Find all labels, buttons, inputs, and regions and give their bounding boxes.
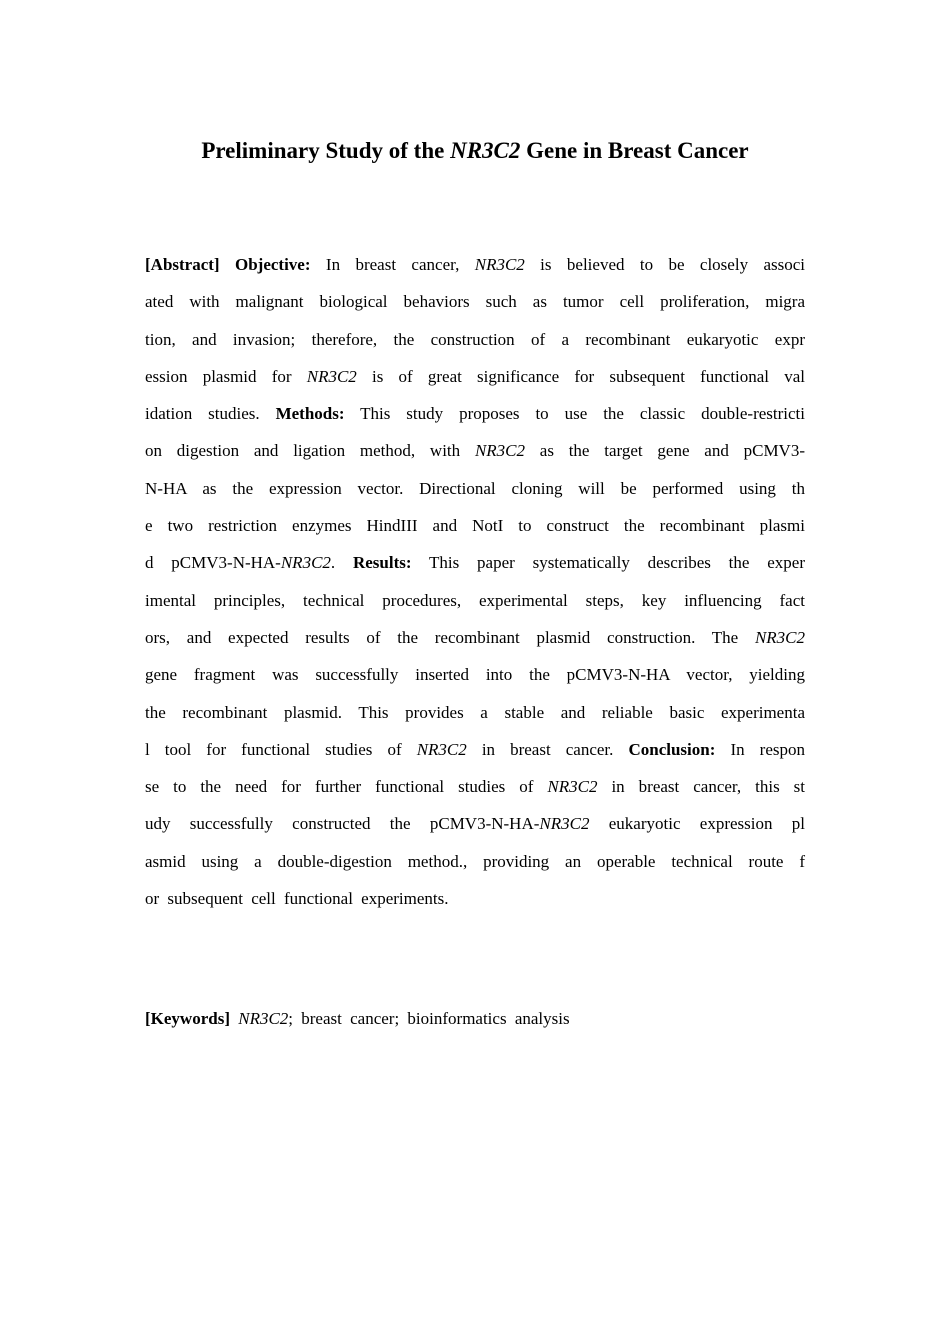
- abstract-text: In respon: [715, 739, 805, 759]
- abstract-text: ession plasmid for: [145, 366, 307, 386]
- abstract-text: the recombinant plasmid. This provides a stable and reliable basic experimenta: [145, 702, 805, 722]
- abstract-text: se to the need for further functional studies of: [145, 777, 548, 797]
- abstract-text: .: [330, 553, 353, 573]
- abstract-bold-label: Conclusion:: [628, 739, 716, 759]
- abstract-text: gene fragment was successfully inserted into the pCMV3-N-HA vector, yielding: [145, 665, 805, 685]
- abstract-gene-name: NR3C2: [474, 441, 525, 461]
- abstract-bold-label: Objective:: [234, 255, 311, 274]
- abstract-gene-name: NR3C2: [539, 814, 590, 834]
- abstract-line: [145, 619, 805, 656]
- abstract-bold-label: Methods:: [275, 404, 345, 424]
- abstract-line: [145, 880, 805, 917]
- abstract-line: [145, 246, 805, 283]
- abstract-line: [145, 507, 805, 544]
- abstract-line: [145, 843, 805, 880]
- abstract-text: eukaryotic expression pl: [589, 814, 805, 834]
- abstract-text: N-HA as the expression vector. Directional cloning will be performed using th: [145, 478, 805, 498]
- abstract-line: [145, 805, 805, 842]
- abstract-line: [145, 470, 805, 507]
- abstract-gene-name: NR3C2: [754, 627, 805, 647]
- abstract-bold-label: Results:: [352, 553, 412, 573]
- abstract-text: in breast cancer.: [466, 739, 629, 759]
- abstract-section: [145, 246, 805, 917]
- abstract-line: [145, 395, 805, 432]
- keywords-label: [Keywords]: [145, 1009, 230, 1028]
- abstract-gene-name: NR3C2: [306, 366, 357, 386]
- abstract-line: [145, 694, 805, 731]
- abstract-bold-label: [Abstract]: [145, 255, 220, 274]
- keywords-list: ; breast cancer; bioinformatics analysis: [288, 1009, 570, 1028]
- abstract-text: as the target gene and pCMV3-: [525, 441, 805, 461]
- abstract-gene-name: NR3C2: [416, 739, 467, 759]
- abstract-line: [145, 656, 805, 693]
- abstract-gene-name: NR3C2: [280, 553, 331, 573]
- abstract-text: asmid using a double-digestion method., providing an operable technical route f: [145, 851, 805, 871]
- abstract-line: [145, 731, 805, 768]
- abstract-text: is believed to be closely associ: [524, 255, 806, 274]
- abstract-line: [145, 283, 805, 320]
- abstract-text: d pCMV3-N-HA-: [145, 553, 281, 573]
- abstract-text: imental principles, technical procedures, experimental steps, key influencing fact: [145, 590, 805, 610]
- abstract-text: in breast cancer, this st: [597, 777, 805, 797]
- abstract-text: e two restriction enzymes HindIII and NotI to construct the recombinant plasmi: [145, 516, 805, 536]
- abstract-text: This paper systematically describes the exper: [411, 553, 805, 573]
- abstract-text: is of great significance for subsequent functional val: [356, 366, 805, 386]
- abstract-line: [145, 432, 805, 469]
- abstract-gene-name: NR3C2: [474, 255, 525, 274]
- abstract-text: ors, and expected results of the recombinant plasmid construction. The: [145, 627, 755, 647]
- keywords-gene: NR3C2: [238, 1009, 289, 1028]
- abstract-text: tion, and invasion; therefore, the construction of a recombinant eukaryotic expr: [145, 329, 805, 349]
- abstract-text: or subsequent cell functional experiments.: [145, 889, 449, 909]
- keywords-section: [145, 1000, 805, 1037]
- abstract-text: l tool for functional studies of: [145, 739, 417, 759]
- abstract-line: [145, 768, 805, 805]
- abstract-gene-name: NR3C2: [547, 777, 598, 797]
- title-prefix: Preliminary Study of the: [201, 138, 451, 163]
- paper-title: [0, 136, 950, 166]
- abstract-line: [145, 321, 805, 358]
- title-suffix: Gene in Breast Cancer: [520, 138, 749, 163]
- abstract-line: [145, 544, 805, 581]
- abstract-text: In breast cancer,: [310, 255, 475, 274]
- abstract-text: udy successfully constructed the pCMV3-N-HA-: [145, 814, 540, 834]
- abstract-text: This study proposes to use the classic double-restricti: [344, 404, 805, 424]
- abstract-text: on digestion and ligation method, with: [145, 441, 475, 461]
- abstract-line: [145, 358, 805, 395]
- abstract-text: [220, 255, 235, 274]
- abstract-line: [145, 582, 805, 619]
- title-gene-name: NR3C2: [450, 138, 521, 163]
- abstract-text: idation studies.: [145, 404, 276, 424]
- abstract-text: ated with malignant biological behaviors such as tumor cell proliferation, migra: [145, 292, 805, 312]
